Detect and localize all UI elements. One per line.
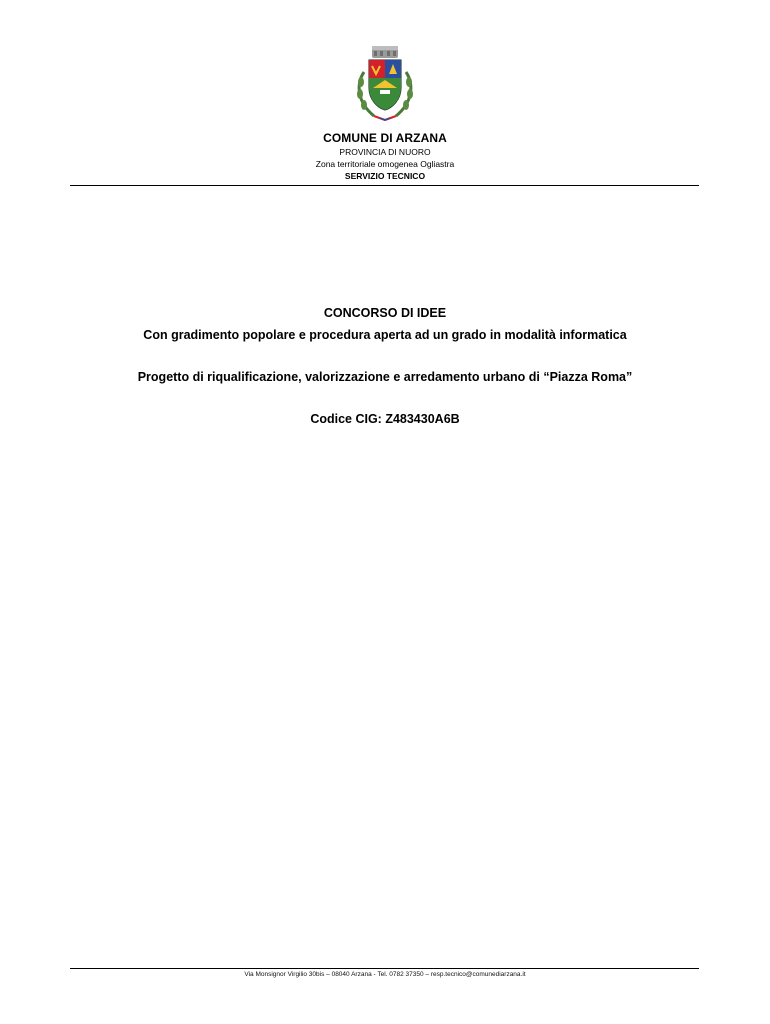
footer-divider (70, 968, 699, 969)
project-description: Progetto di riqualificazione, valorizzazione e arredamento urbano di “Piazza Roma” (137, 370, 633, 384)
document-subtitle: Con gradimento popolare e procedura aperta ad un grado in modalità informatica (143, 328, 627, 342)
header-divider (70, 185, 699, 186)
municipality-name: COMUNE DI ARZANA (323, 131, 447, 145)
cig-code: Codice CIG: Z483430A6B (310, 412, 460, 426)
province-name: PROVINCIA DI NUORO (339, 147, 431, 157)
department-name: SERVIZIO TECNICO (344, 171, 426, 181)
municipal-coat-of-arms-icon (352, 44, 418, 126)
territorial-zone: Zona territoriale omogenea Ogliastra (315, 159, 455, 169)
document-title: CONCORSO DI IDEE (323, 306, 447, 320)
footer-contact: Via Monsignor Virgilio 30bis – 08040 Arzana - Tel. 0782 37350 – resp.tecnico@comunediarzana.it (244, 971, 526, 978)
